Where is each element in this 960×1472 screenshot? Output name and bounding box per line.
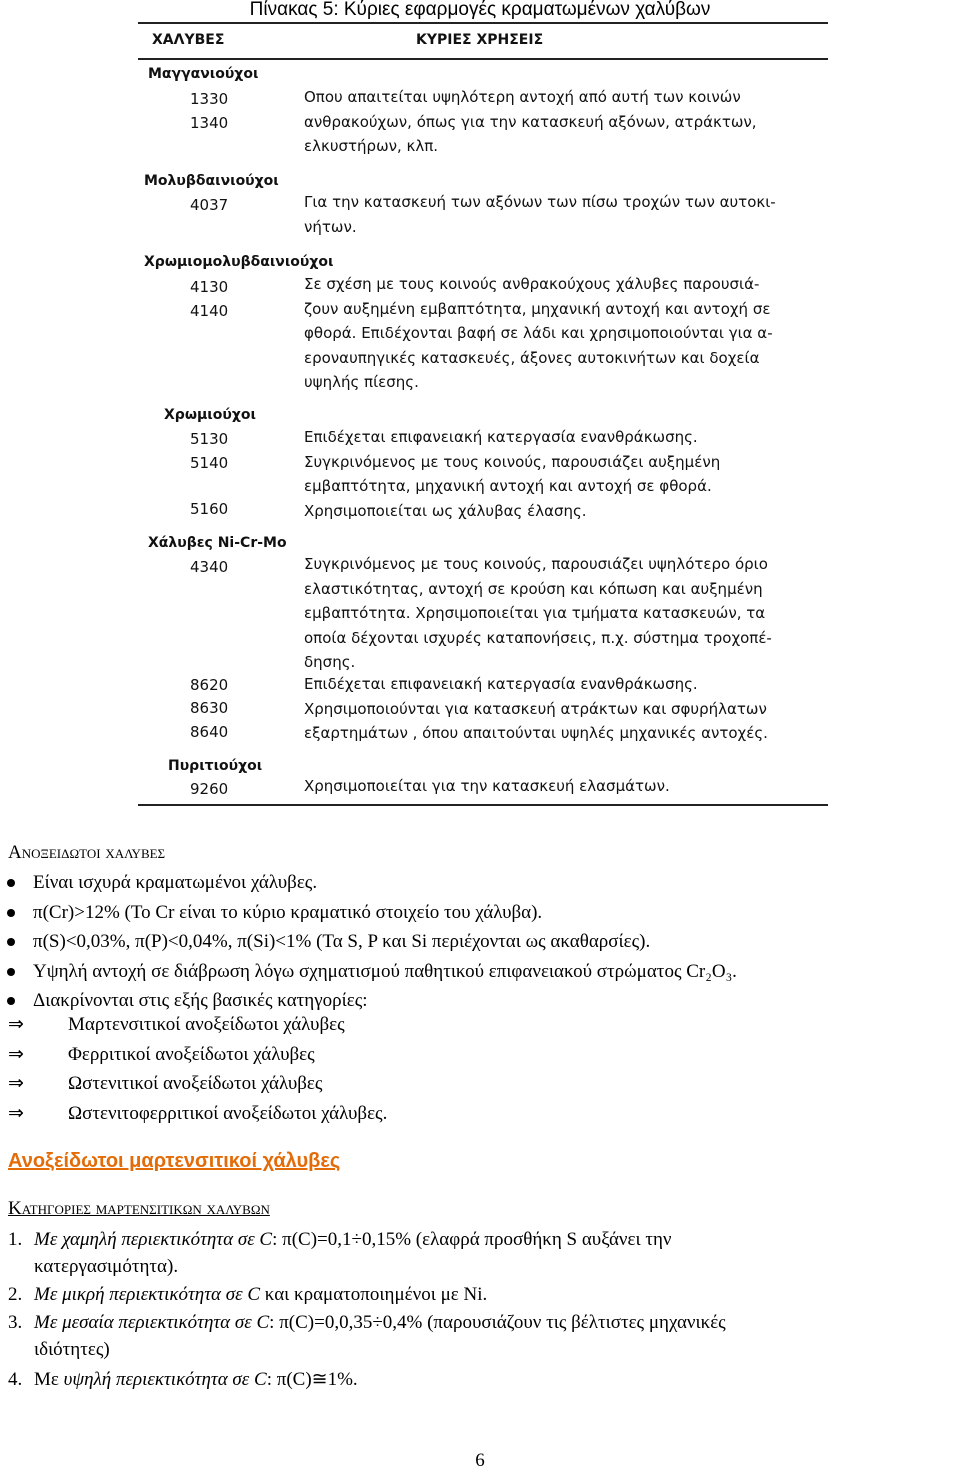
steel-code: 1330 — [190, 90, 229, 108]
steel-code: 8630 — [190, 699, 229, 717]
category-list — [8, 1010, 908, 1128]
table-caption: Πίνακας 5: Κύριες εφαρμογές κραματωμένων χαλύβων — [249, 0, 711, 20]
bullet-icon — [7, 997, 15, 1005]
steel-code: 1340 — [190, 114, 229, 132]
bullet-icon — [7, 909, 15, 917]
group-name: Μολυβδαινιούχοι — [144, 173, 279, 189]
steel-code: 5140 — [190, 454, 229, 472]
usage-text: Οπου απαιτείται υψηλότερη αντοχή από αυτή των κοινών ανθρακούχων, όπως για την κατασκευή αξόνων, ατράκτων, ελκυστήρων, κλπ. — [304, 88, 757, 155]
categories-subheading: Κατηγοριες μαρτενσιτικων χαλυβων — [8, 1198, 270, 1219]
usage-text: Σε σχέση με τους κοινούς ανθρακούχους χάλυβες παρουσιά- ζουν αυξημένη εμβαπτότητα, μηχανική αντοχή και αντοχή σε φθορά. Επιδέχονται βαφή σε λάδι και χρησιμοποιούνται για α- εροναυπηγικές κατασκευές, άξονες αυτοκινήτων και δοχεία υψηλής πίεσης. — [304, 275, 773, 391]
usage-text: Επιδέχεται επιφανειακή κατεργασία ενανθράκωσης. Συγκρινόμενος με τους κοινούς, παρουσιάζει αυξημένη εμβαπτότητα, μηχανική αντοχή και αντοχή σε φθορά. Χρησιμοποιείται ως χάλυβας έλασης. — [304, 428, 721, 520]
table-top-rule — [138, 22, 828, 24]
page-number: 6 — [475, 1450, 485, 1471]
martensitic-heading: Ανοξείδωτοι μαρτενσιτικοί χάλυβες — [8, 1150, 341, 1172]
list-item: π(S)<0,03%, π(P)<0,04%, π(Si)<1% (Τα S, P και Si περιέχονται ως ακαθαρσίες). — [0, 927, 958, 957]
list-item: Υψηλή αντοχή σε διάβρωση λόγω σχηματισμού παθητικού επιφανειακού στρώματος Cr₂O₃. — [0, 957, 958, 987]
list-item: 2. Με μικρή περιεκτικότητα σε C και κραματοποιημένοι με Ni. — [8, 1284, 488, 1305]
steel-code: 4130 — [190, 278, 229, 296]
list-item: 4. Με υψηλή περιεκτικότητα σε C: π(C)≅1%. — [8, 1369, 358, 1390]
column-header-uses: ΚΥΡΙΕΣ ΧΡΗΣΕΙΣ — [416, 32, 544, 48]
bullet-icon — [7, 968, 15, 976]
group-name: Πυριτιούχοι — [168, 758, 263, 774]
list-item: Διακρίνονται στις εξής βασικές κατηγορίες: — [0, 986, 958, 1016]
double-arrow-icon: ⇒ — [8, 1014, 24, 1035]
list-item: ⇒ Ωστενιτικοί ανοξείδωτοι χάλυβες — [8, 1069, 908, 1099]
steel-code: 5160 — [190, 500, 229, 518]
usage-text: Χρησιμοποιείται για την κατασκευή ελασμάτων. — [304, 777, 670, 795]
list-item: 3. Με μεσαία περιεκτικότητα σε C: π(C)=0,0,35÷0,4% (παρουσιάζουν τις βέλτιστες μηχανικές ιδιότητες) — [8, 1312, 726, 1360]
group-name: Χρωμιομολυβδαινιούχοι — [144, 254, 334, 270]
column-header-steels: ΧΑΛΥΒΕΣ — [152, 32, 225, 48]
steel-code: 5130 — [190, 430, 229, 448]
header-rule — [138, 58, 828, 60]
list-item: ⇒ Μαρτενσιτικοί ανοξείδωτοι χάλυβες — [8, 1010, 908, 1040]
double-arrow-icon: ⇒ — [8, 1102, 24, 1124]
steel-code: 8640 — [190, 723, 229, 741]
usage-text: Επιδέχεται επιφανειακή κατεργασία ενανθράκωσης. Χρησιμοποιούνται για κατασκευή ατράκτων και σφυρήλατων εξαρτημάτων , όπου απαιτούνται υψηλές μηχανικές αντοχές. — [304, 675, 768, 742]
section-title: Ανοξειδωτοι χαλυβες — [8, 842, 166, 863]
table-bottom-rule — [138, 804, 828, 806]
steel-code: 8620 — [190, 676, 229, 694]
usage-text: Για την κατασκευή των αξόνων των πίσω τροχών των αυτοκι- νήτων. — [304, 193, 776, 236]
bullet-icon — [7, 938, 15, 946]
bullet-icon — [7, 879, 15, 887]
group-name: Χρωμιούχοι — [164, 407, 256, 423]
double-arrow-icon: ⇒ — [8, 1073, 24, 1094]
list-item: ⇒ Φερριτικοί ανοξείδωτοι χάλυβες — [8, 1040, 908, 1070]
list-item: Είναι ισχυρά κραματωμένοι χάλυβες. — [0, 868, 958, 898]
list-item: 1. Με χαμηλή περιεκτικότητα σε C: π(C)=0,1÷0,15% (ελαφρά προσθήκη S αυξάνει την κατεργασιμότητα). — [8, 1229, 672, 1277]
double-arrow-icon: ⇒ — [8, 1043, 24, 1065]
steel-code: 9260 — [190, 780, 229, 798]
steel-code: 4140 — [190, 302, 229, 320]
list-item: π(Cr)>12% (Το Cr είναι το κύριο κραματικό στοιχείο του χάλυβα). — [0, 898, 958, 928]
alloy-steel-table — [138, 22, 828, 808]
usage-text: Συγκρινόμενος με τους κοινούς, παρουσιάζει υψηλότερο όριο ελαστικότητας, αντοχή σε κρούση και κόπωση και αυξημένη εμβαπτότητα. Χρησιμοποιείται για τμήματα κατασκευών, τα οποία δέχονται ισχυρές καταπονήσεις, π.χ. σύστημα τροχοπέ- δησης. — [304, 555, 772, 671]
group-name: Μαγγανιούχοι — [148, 66, 259, 82]
steel-code: 4340 — [190, 558, 229, 576]
steel-code: 4037 — [190, 196, 229, 214]
bullet-list — [0, 868, 958, 1016]
group-name: Χάλυβες Ni-Cr-Mo — [148, 535, 287, 551]
list-item: ⇒ Ωστενιτοφερριτικοί ανοξείδωτοι χάλυβες. — [8, 1099, 908, 1129]
